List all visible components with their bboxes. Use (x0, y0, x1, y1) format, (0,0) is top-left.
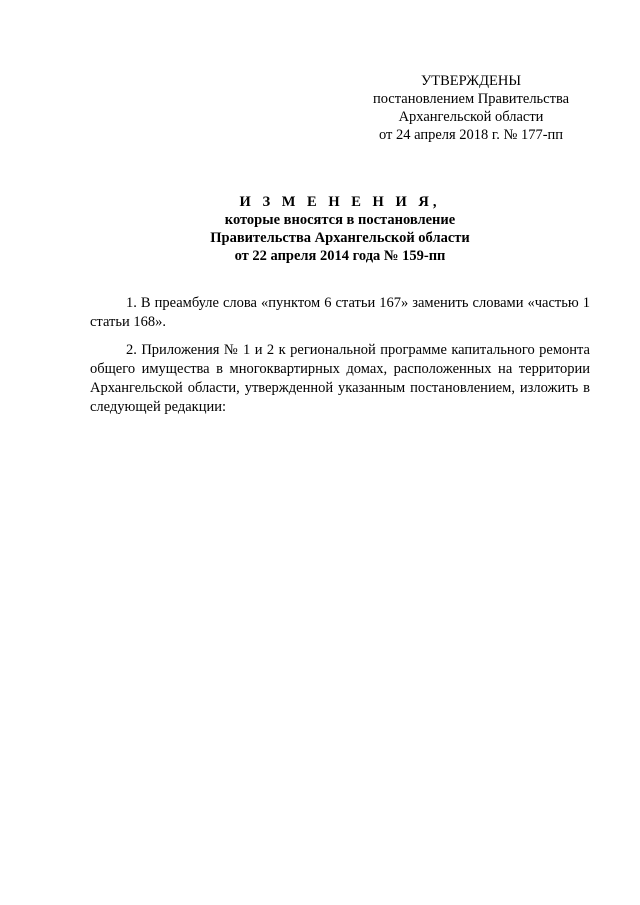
document-body (90, 294, 590, 426)
document-title (90, 193, 590, 265)
title-line: от 22 апреля 2014 года № 159-пп (234, 248, 446, 264)
approval-line: постановлением Правительства (372, 91, 570, 107)
approval-stamp (360, 72, 582, 144)
paragraph-2: 2. Приложения № 1 и 2 к региональной программе капитального ремонта общего имущества в многоквартирных домах, расположенных на территории Архангельской области, утвержденной указанным постановлением, изложить в следующей редакции: (90, 342, 590, 415)
paragraph-1: 1. В преамбуле слова «пунктом 6 статьи 167» заменить словами «частью 1 статьи 168». (90, 295, 590, 330)
approval-date-number: от 24 апреля 2018 г. № 177-пп (378, 127, 564, 143)
title-heading: И З М Е Н Е Н И Я, (239, 194, 441, 210)
title-line: Правительства Архангельской области (210, 230, 470, 246)
title-line: которые вносятся в постановление (224, 212, 456, 228)
approval-heading: УТВЕРЖДЕНЫ (420, 73, 522, 89)
approval-line: Архангельской области (398, 109, 544, 125)
